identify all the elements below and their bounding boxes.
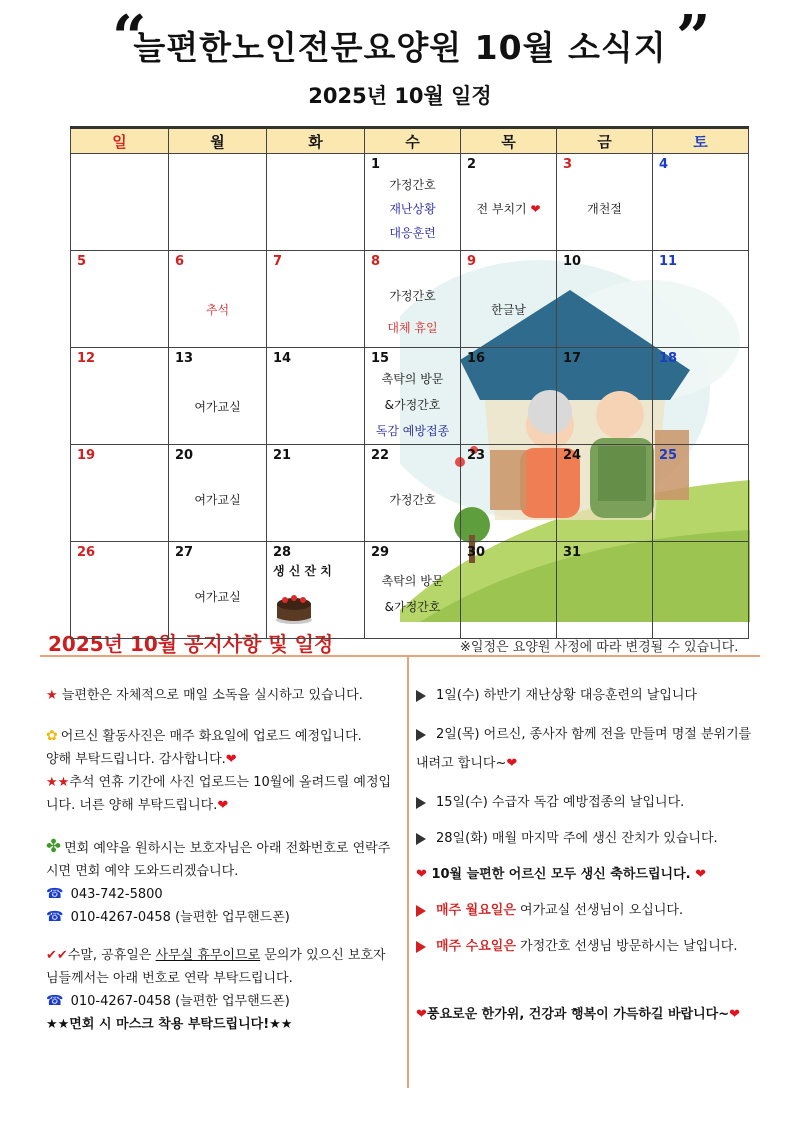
calendar-cell xyxy=(365,445,461,542)
schedule-text: 2일(목) 어르신, 종사자 함께 전을 만들며 명절 분위기를 내려고 합니다~ xyxy=(416,727,752,771)
date-number: 15 xyxy=(371,351,390,366)
calendar-cell xyxy=(557,154,653,251)
notice-item xyxy=(46,835,398,883)
day-header-tue: 화 xyxy=(267,128,365,154)
event-text: 여가교실 xyxy=(194,493,241,507)
calendar-cell xyxy=(267,251,365,348)
star-icon: ★ xyxy=(46,688,58,703)
page-subtitle: 2025년 10월 일정 xyxy=(308,84,492,108)
event-text: 한글날 xyxy=(491,303,526,317)
notice-item xyxy=(46,1013,398,1036)
check-icon: ✔✔ xyxy=(46,948,68,963)
triangle-bullet-icon xyxy=(416,905,426,917)
triangle-bullet-icon xyxy=(416,729,426,741)
calendar-week-2 xyxy=(71,251,749,348)
phone-note: (늘편한 업무핸드폰) xyxy=(175,910,290,925)
calendar-cell xyxy=(653,348,749,445)
event-text: &가정간호 xyxy=(384,600,441,614)
day-header-sun: 일 xyxy=(71,128,169,154)
date-number: 24 xyxy=(563,448,582,463)
event-text: 추석 xyxy=(205,303,230,317)
notice-text: 수말, 공휴일은 xyxy=(67,948,156,963)
date-number: 11 xyxy=(659,254,678,269)
calendar-cell xyxy=(461,251,557,348)
heart-icon: ❤ xyxy=(506,756,518,771)
event-text: 촉탁의 방문 xyxy=(381,372,444,386)
calendar-cell xyxy=(557,542,653,639)
calendar-week-5 xyxy=(71,542,749,639)
phone-number[interactable]: 010-4267-0458 xyxy=(70,994,171,1009)
date-number: 16 xyxy=(467,351,486,366)
calendar-cell xyxy=(267,445,365,542)
calendar-table xyxy=(70,126,749,639)
calendar-cell xyxy=(653,542,749,639)
schedule-item xyxy=(416,827,764,850)
date-number: 12 xyxy=(77,351,96,366)
date-number: 30 xyxy=(467,545,486,560)
notice-left-column xyxy=(46,684,398,1036)
event-text: 대응훈련 xyxy=(389,226,436,240)
day-header-thu: 목 xyxy=(461,128,557,154)
date-number: 26 xyxy=(77,545,96,560)
date-number: 14 xyxy=(273,351,292,366)
calendar-cell xyxy=(365,154,461,251)
phone-number[interactable]: 043-742-5800 xyxy=(70,887,163,902)
notice-text: 추석 연휴 기간에 사진 업로드는 10월에 올려드릴 예정입니다. 너른 양해 부탁드립니다. xyxy=(46,775,392,813)
date-number: 9 xyxy=(467,254,477,269)
event-text: 개천절 xyxy=(587,202,622,216)
calendar-week-3 xyxy=(71,348,749,445)
calendar-cell xyxy=(365,251,461,348)
calendar-cell xyxy=(71,154,169,251)
calendar-cell xyxy=(169,348,267,445)
schedule-item xyxy=(416,791,764,814)
event-text: &가정간호 xyxy=(384,398,441,412)
day-header-wed: 수 xyxy=(365,128,461,154)
notice-text: 문의가 있으신 보호자님들께서는 아래 번호로 연락 부탁드립니다. xyxy=(46,948,386,986)
calendar-cell xyxy=(267,542,365,639)
calendar-cell xyxy=(267,348,365,445)
calendar-cell xyxy=(557,251,653,348)
date-number: 23 xyxy=(467,448,486,463)
closing-message xyxy=(416,1003,764,1026)
notice-item xyxy=(46,748,398,771)
schedule-highlight: 매주 월요일은 xyxy=(436,903,516,918)
date-number: 13 xyxy=(175,351,194,366)
calendar-cell xyxy=(461,542,557,639)
calendar-cell xyxy=(461,348,557,445)
date-number: 20 xyxy=(175,448,194,463)
notice-text: ★★면회 시 마스크 착용 부탁드립니다!★★ xyxy=(46,1017,293,1032)
birthday-cake-icon xyxy=(275,590,313,624)
heart-icon: ❤ xyxy=(225,752,237,767)
calendar-cell xyxy=(653,445,749,542)
event-text: 대체 휴일 xyxy=(387,321,438,335)
phone-icon: ☎ xyxy=(46,993,64,1009)
date-number: 6 xyxy=(175,254,185,269)
schedule-text: 여가교실 선생님이 오십니다. xyxy=(515,903,684,918)
date-number: 25 xyxy=(659,448,678,463)
phone-line xyxy=(46,906,398,929)
notice-item xyxy=(46,944,398,990)
column-divider xyxy=(407,656,409,1088)
date-number: 22 xyxy=(371,448,390,463)
event-text: 가정간호 xyxy=(389,289,436,303)
notice-right-column xyxy=(416,684,764,1039)
notice-text: 늘편한은 자체적으로 매일 소독을 실시하고 있습니다. xyxy=(61,688,363,703)
notice-disclaimer: ※일정은 요양원 사정에 따라 변경될 수 있습니다. xyxy=(460,640,739,655)
calendar-cell xyxy=(169,542,267,639)
schedule-text: 28일(화) 매월 마지막 주에 생신 잔치가 있습니다. xyxy=(436,831,718,846)
triangle-bullet-icon xyxy=(416,941,426,953)
section-divider xyxy=(40,655,760,657)
heart-icon: ❤ xyxy=(695,867,707,882)
date-number: 2 xyxy=(467,157,477,172)
day-header-sat: 토 xyxy=(653,128,749,154)
calendar-cell xyxy=(71,542,169,639)
notice-item xyxy=(46,725,398,748)
flower-icon: ✿ xyxy=(46,728,58,744)
phone-note: (늘편한 업무핸드폰) xyxy=(175,994,290,1009)
event-text: 생 신 잔 치 xyxy=(273,564,332,578)
phone-line xyxy=(46,883,398,906)
calendar-cell xyxy=(557,445,653,542)
event-text: 독감 예방접종 xyxy=(375,424,450,438)
notice-text: 양해 부탁드립니다. 감사합니다. xyxy=(46,752,226,767)
event-label: 전 부치기 xyxy=(476,202,527,216)
date-number: 1 xyxy=(371,157,381,172)
heart-icon: ❤ xyxy=(530,202,541,216)
heart-icon: ❤ xyxy=(729,1007,740,1022)
notice-item xyxy=(46,684,398,707)
date-number: 10 xyxy=(563,254,582,269)
calendar-cell xyxy=(461,445,557,542)
heart-icon: ❤ xyxy=(416,867,427,882)
schedule-item xyxy=(416,720,764,778)
heart-icon: ❤ xyxy=(416,1007,427,1022)
close-quote-mark: ” xyxy=(676,3,711,73)
calendar-cell xyxy=(71,251,169,348)
calendar-cell xyxy=(169,251,267,348)
calendar-cell xyxy=(653,251,749,348)
event-text: 여가교실 xyxy=(194,590,241,604)
calendar-cell xyxy=(169,445,267,542)
schedule-text: 1일(수) 하반기 재난상황 대응훈련의 날입니다 xyxy=(436,688,697,703)
date-number: 3 xyxy=(563,157,573,172)
date-number: 18 xyxy=(659,351,678,366)
event-text: 재난상황 xyxy=(389,202,436,216)
date-number: 19 xyxy=(77,448,96,463)
schedule-item xyxy=(416,863,764,886)
date-number: 21 xyxy=(273,448,292,463)
calendar-cell xyxy=(365,348,461,445)
calendar-cell xyxy=(267,154,365,251)
schedule-highlight: 매주 수요일은 xyxy=(436,939,516,954)
date-number: 29 xyxy=(371,545,390,560)
calendar-cell xyxy=(461,154,557,251)
calendar-cell xyxy=(653,154,749,251)
notice-title: 2025년 10월 공지사항 및 일정 xyxy=(48,632,334,656)
schedule-item xyxy=(416,935,764,958)
event-text: 촉탁의 방문 xyxy=(381,574,444,588)
star-icon: ★★ xyxy=(46,775,70,790)
notice-item xyxy=(46,771,398,817)
date-number: 27 xyxy=(175,545,194,560)
schedule-text: 10월 늘편한 어르신 모두 생신 축하드립니다. xyxy=(431,867,691,882)
page-title: 늘편한노인전문요양원 10월 소식지 xyxy=(133,28,667,67)
event-text: 가정간호 xyxy=(389,178,436,192)
heart-icon: ❤ xyxy=(217,798,229,813)
date-number: 28 xyxy=(273,545,292,560)
date-number: 17 xyxy=(563,351,582,366)
event-text: 여가교실 xyxy=(194,400,241,414)
calendar-cell xyxy=(71,445,169,542)
day-header-fri: 금 xyxy=(557,128,653,154)
phone-number[interactable]: 010-4267-0458 xyxy=(70,910,171,925)
clover-icon: ✤ xyxy=(46,836,62,857)
date-number: 5 xyxy=(77,254,87,269)
day-header-mon: 월 xyxy=(169,128,267,154)
notice-text-underlined: 사무실 휴무이므로 xyxy=(155,948,261,963)
schedule-text: 15일(수) 수급자 독감 예방접종의 날입니다. xyxy=(436,795,685,810)
calendar-cell xyxy=(169,154,267,251)
phone-icon: ☎ xyxy=(46,909,64,925)
calendar-week-1 xyxy=(71,154,749,251)
calendar-cell xyxy=(365,542,461,639)
notice-text: 면회 예약을 원하시는 보호자님은 아래 전화번호로 연락주시면 면회 예약 도와드리겠습니다. xyxy=(46,841,391,879)
notice-text: 어르신 활동사진은 매주 화요일에 업로드 예정입니다. xyxy=(60,729,362,744)
calendar-cell xyxy=(557,348,653,445)
date-number: 8 xyxy=(371,254,381,269)
schedule-item xyxy=(416,684,764,707)
event-text xyxy=(461,198,556,221)
open-quote-mark: “ xyxy=(112,3,147,73)
date-number: 31 xyxy=(563,545,582,560)
phone-line xyxy=(46,990,398,1013)
calendar-cell xyxy=(71,348,169,445)
triangle-bullet-icon xyxy=(416,797,426,809)
closing-text: 풍요로운 한가위, 건강과 행복이 가득하길 바랍니다~ xyxy=(426,1007,730,1022)
date-number: 4 xyxy=(659,157,669,172)
schedule-text: 가정간호 선생님 방문하시는 날입니다. xyxy=(515,939,738,954)
schedule-item xyxy=(416,899,764,922)
date-number: 7 xyxy=(273,254,283,269)
phone-icon: ☎ xyxy=(46,886,64,902)
triangle-bullet-icon xyxy=(416,833,426,845)
calendar-week-4 xyxy=(71,445,749,542)
event-text: 가정간호 xyxy=(389,493,436,507)
triangle-bullet-icon xyxy=(416,690,426,702)
